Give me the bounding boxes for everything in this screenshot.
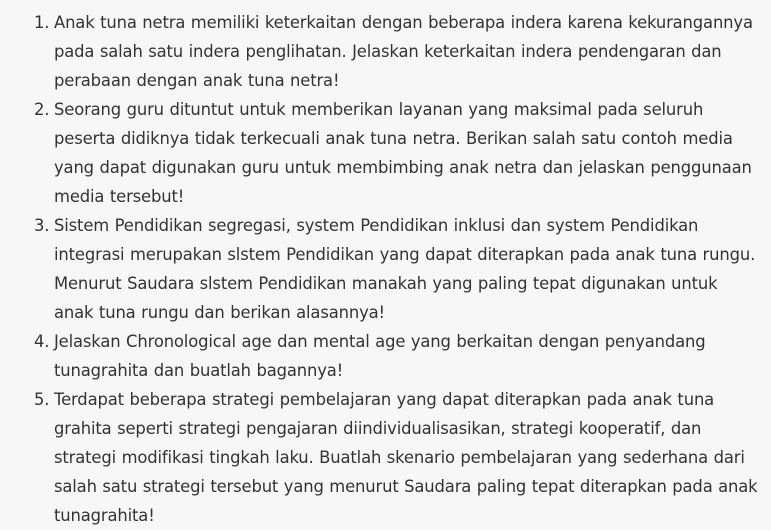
- question-item: [0, 95, 761, 211]
- question-number: 3.: [34, 216, 50, 235]
- question-number: 1.: [34, 13, 50, 32]
- question-number: 2.: [34, 100, 50, 119]
- question-text: Seorang guru dituntut untuk memberikan layanan yang maksimal pada seluruh peserta didiknya tidak terkecuali anak tuna netra. Berikan salah satu contoh media yang dapat digunakan guru untuk membimbing anak netra dan jelaskan penggunaan media tersebut!: [54, 100, 752, 206]
- question-text: Sistem Pendidikan segregasi, system Pendidikan inklusi dan system Pendidikan integrasi merupakan slstem Pendidikan yang dapat diterapkan pada anak tuna rungu. Menurut Saudara slstem Pendidikan manakah yang paling tepat digunakan untuk anak tuna rungu dan berikan alasannya!: [54, 216, 756, 322]
- question-text: Terdapat beberapa strategi pembelajaran yang dapat diterapkan pada anak tuna grahita seperti strategi pengajaran diindividualisasikan, strategi kooperatif, dan strategi modifikasi tingkah laku. Buatlah skenario pembelajaran yang sederhana dari salah satu strategi tersebut yang menurut Saudara paling tepat diterapkan pada anak tunagrahita!: [54, 390, 758, 525]
- question-number: 5.: [34, 390, 50, 409]
- question-item: [0, 8, 761, 95]
- question-text: Anak tuna netra memiliki keterkaitan dengan beberapa indera karena kekurangannya pada salah satu indera penglihatan. Jelaskan keterkaitan indera pendengaran dan perabaan dengan anak tuna netra!: [54, 13, 753, 90]
- question-item: [0, 211, 761, 327]
- question-number: 4.: [34, 332, 50, 351]
- question-item: [0, 327, 761, 385]
- question-list: [0, 8, 761, 530]
- question-text: Jelaskan Chronological age dan mental age yang berkaitan dengan penyandang tunagrahita dan buatlah bagannya!: [54, 332, 706, 380]
- question-item: [0, 385, 761, 530]
